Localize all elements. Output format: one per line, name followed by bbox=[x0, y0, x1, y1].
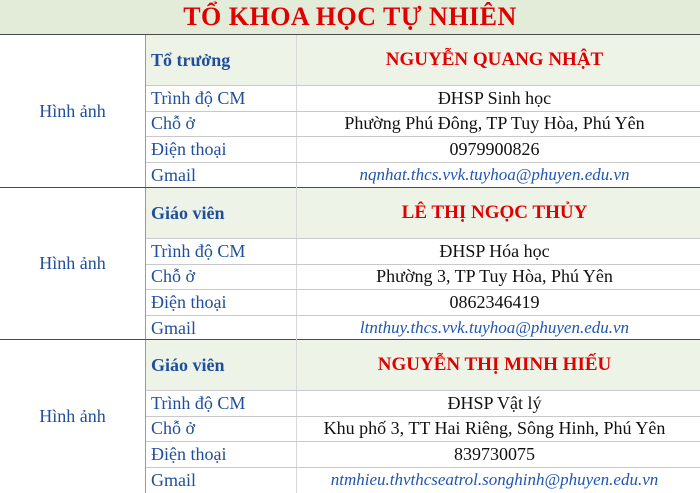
email-label: Gmail bbox=[151, 317, 196, 338]
address-label: Chỗ ở bbox=[151, 113, 196, 134]
address-label: Chỗ ở bbox=[151, 418, 196, 439]
degree-label: Trình độ CM bbox=[151, 240, 246, 261]
email-link[interactable]: nqnhat.thcs.vvk.tuyhoa@phuyen.edu.vn bbox=[296, 163, 700, 189]
phone-value: 839730075 bbox=[296, 442, 700, 467]
email-row bbox=[146, 163, 700, 189]
member-name: NGUYỄN QUANG NHẬT bbox=[296, 35, 700, 85]
phone-value: 0862346419 bbox=[296, 290, 700, 315]
degree-value: ĐHSP Sinh học bbox=[296, 86, 700, 111]
phone-label: Điện thoại bbox=[151, 443, 227, 464]
degree-value: ĐHSP Vật lý bbox=[296, 391, 700, 416]
phone-label: Điện thoại bbox=[151, 138, 227, 159]
address-label: Chỗ ở bbox=[151, 266, 196, 287]
email-label: Gmail bbox=[151, 164, 196, 185]
address-value: Phường 3, TP Tuy Hòa, Phú Yên bbox=[296, 265, 700, 290]
phone-value: 0979900826 bbox=[296, 137, 700, 162]
email-link[interactable]: ntmhieu.thvthcseatrol.songhinh@phuyen.edu.vn bbox=[296, 468, 700, 493]
degree-label: Trình độ CM bbox=[151, 87, 246, 108]
email-row bbox=[146, 316, 700, 342]
photo-placeholder: Hình ảnh bbox=[0, 340, 146, 493]
email-label: Gmail bbox=[151, 469, 196, 490]
role-label: Giáo viên bbox=[151, 354, 225, 375]
photo-placeholder: Hình ảnh bbox=[0, 35, 146, 187]
member-details bbox=[146, 35, 700, 187]
phone-row bbox=[146, 290, 700, 316]
degree-label: Trình độ CM bbox=[151, 392, 246, 413]
member-card bbox=[0, 35, 700, 188]
member-details bbox=[146, 188, 700, 339]
member-header-row bbox=[146, 35, 700, 86]
degree-row bbox=[146, 239, 700, 265]
member-name: NGUYỄN THỊ MINH HIẾU bbox=[296, 340, 700, 390]
member-details bbox=[146, 340, 700, 493]
member-header-row bbox=[146, 188, 700, 239]
address-value: Khu phố 3, TT Hai Riêng, Sông Hinh, Phú Yên bbox=[296, 417, 700, 442]
degree-row bbox=[146, 391, 700, 417]
address-row bbox=[146, 112, 700, 138]
member-name: LÊ THỊ NGỌC THỦY bbox=[296, 188, 700, 238]
phone-row bbox=[146, 442, 700, 468]
role-label: Tổ trưởng bbox=[151, 49, 231, 70]
email-row bbox=[146, 468, 700, 493]
photo-placeholder: Hình ảnh bbox=[0, 188, 146, 339]
email-link[interactable]: ltnthuy.thcs.vvk.tuyhoa@phuyen.edu.vn bbox=[296, 316, 700, 342]
role-label: Giáo viên bbox=[151, 202, 225, 223]
member-card bbox=[0, 340, 700, 493]
member-header-row bbox=[146, 340, 700, 391]
degree-value: ĐHSP Hóa học bbox=[296, 239, 700, 264]
member-card bbox=[0, 188, 700, 340]
address-row bbox=[146, 265, 700, 291]
phone-label: Điện thoại bbox=[151, 291, 227, 312]
page-title: TỔ KHOA HỌC TỰ NHIÊN bbox=[0, 0, 700, 35]
address-row bbox=[146, 417, 700, 443]
phone-row bbox=[146, 137, 700, 163]
degree-row bbox=[146, 86, 700, 112]
address-value: Phường Phú Đông, TP Tuy Hòa, Phú Yên bbox=[296, 112, 700, 137]
